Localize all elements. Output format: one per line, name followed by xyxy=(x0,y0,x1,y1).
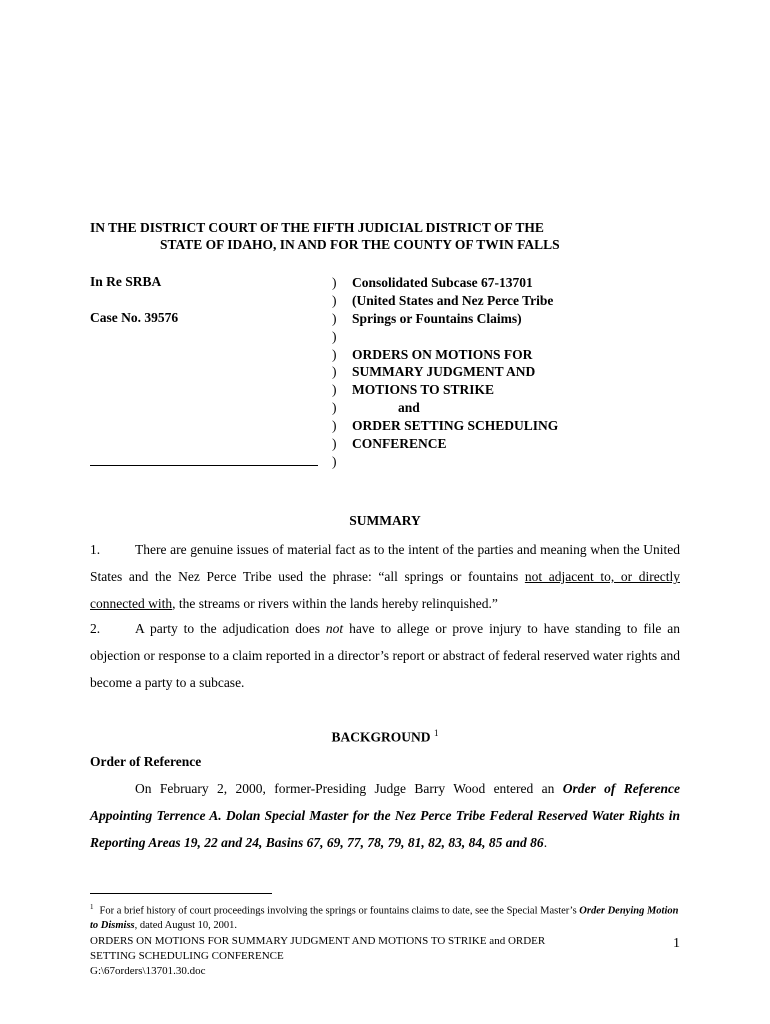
caption-title-and: and xyxy=(398,400,420,416)
caption-paren: ) xyxy=(332,436,337,452)
order-of-reference-paragraph xyxy=(90,775,680,856)
caption-rule xyxy=(90,465,318,466)
summary-item-1-number: 1. xyxy=(90,542,101,557)
background-heading-text: BACKGROUND xyxy=(331,729,431,745)
caption-title-line: ORDERS ON MOTIONS FOR xyxy=(352,346,533,362)
caption-paren: ) xyxy=(332,346,337,362)
caption-right xyxy=(352,274,558,471)
court-heading-line-1: IN THE DISTRICT COURT OF THE FIFTH JUDICIAL DISTRICT OF THE xyxy=(90,220,544,235)
caption-paren: ) xyxy=(332,400,337,416)
page-footer xyxy=(90,934,680,979)
order-of-reference-title: Order of Reference Appointing Terrence A. Dolan Special Master for the Nez Perce Tribe Federal Reserved Water Rights in Reporting Areas 19, 22 and 24, Basins 67, 69, 77, 78, 79, 81, 82, 83, 84, 85 and 86 xyxy=(90,781,680,850)
footnote-1 xyxy=(90,900,682,933)
caption-parentheses xyxy=(332,274,337,471)
summary-item-1-text-a: There are genuine issues of material fact as to the intent of the parties and meaning when the United States and the Nez Perce Tribe used the phrase: “all springs or fountains xyxy=(90,542,680,584)
footnote-order-title: Order Denying Motion to Dismiss xyxy=(90,905,679,931)
caption-in-re: In Re SRBA xyxy=(90,274,162,289)
summary-item-2 xyxy=(90,615,680,696)
footnote-text-b: , dated August 10, 2001. xyxy=(134,919,238,931)
caption-paren: ) xyxy=(332,364,337,380)
caption-blank xyxy=(352,328,558,346)
caption-paren: ) xyxy=(332,453,337,469)
page-number: 1 xyxy=(673,936,680,951)
summary-item-2-number: 2. xyxy=(90,621,101,636)
caption-claims: Springs or Fountains Claims) xyxy=(352,310,522,326)
footnote-mark: 1 xyxy=(90,903,94,911)
footer-line-2: SETTING SCHEDULING CONFERENCE xyxy=(90,950,284,962)
footnote-rule xyxy=(90,893,272,894)
order-of-reference-text-b: . xyxy=(543,835,548,850)
caption-title-line: ORDER SETTING SCHEDULING xyxy=(352,418,559,434)
summary-item-2-emphasis: not xyxy=(325,621,344,636)
footer-file-path: G:\67orders\13701.30.doc xyxy=(90,965,206,977)
summary-item-1-text-b: , the streams or rivers within the lands hereby relinquished.” xyxy=(172,596,498,611)
footer-line-1: ORDERS ON MOTIONS FOR SUMMARY JUDGMENT AND MOTIONS TO STRIKE and ORDER xyxy=(90,935,546,947)
summary-item-1-underlined: not adjacent to, or directly connected with xyxy=(90,569,680,611)
summary-item-1 xyxy=(90,536,680,617)
caption-title-line: SUMMARY JUDGMENT AND xyxy=(352,364,536,380)
caption-paren: ) xyxy=(332,310,337,326)
order-of-reference-heading: Order of Reference xyxy=(90,754,202,769)
summary-item-2-text-a: A party to the adjudication does xyxy=(135,621,326,636)
footnote-reference: 1 xyxy=(433,728,439,738)
court-heading-line-2: STATE OF IDAHO, IN AND FOR THE COUNTY OF TWIN FALLS xyxy=(160,237,560,252)
caption-paren: ) xyxy=(332,275,337,290)
caption-paren: ) xyxy=(332,292,337,308)
footnote-text-a: For a brief history of court proceedings involving the springs or fountains claims to date, see the Special Master’s xyxy=(99,905,580,917)
caption-case-number: Case No. 39576 xyxy=(90,310,179,325)
caption-blank xyxy=(352,453,558,471)
caption-parties: (United States and Nez Perce Tribe xyxy=(352,292,554,308)
caption-subcase: Consolidated Subcase 67-13701 xyxy=(352,275,533,290)
caption-title-line: CONFERENCE xyxy=(352,436,447,452)
order-of-reference-text-a: On February 2, 2000, former-Presiding Judge Barry Wood entered an xyxy=(135,781,563,796)
caption-paren: ) xyxy=(332,418,337,434)
caption-title-line: MOTIONS TO STRIKE xyxy=(352,382,495,398)
summary-item-2-text-b: have to allege or prove injury to have standing to file an objection or response to a claim reported in a director’s report or abstract of federal reserved water rights and become a party to a subcase. xyxy=(90,621,680,690)
summary-heading: SUMMARY xyxy=(349,513,421,528)
caption-paren: ) xyxy=(332,328,337,344)
background-heading xyxy=(0,728,770,746)
caption-paren: ) xyxy=(332,382,337,398)
